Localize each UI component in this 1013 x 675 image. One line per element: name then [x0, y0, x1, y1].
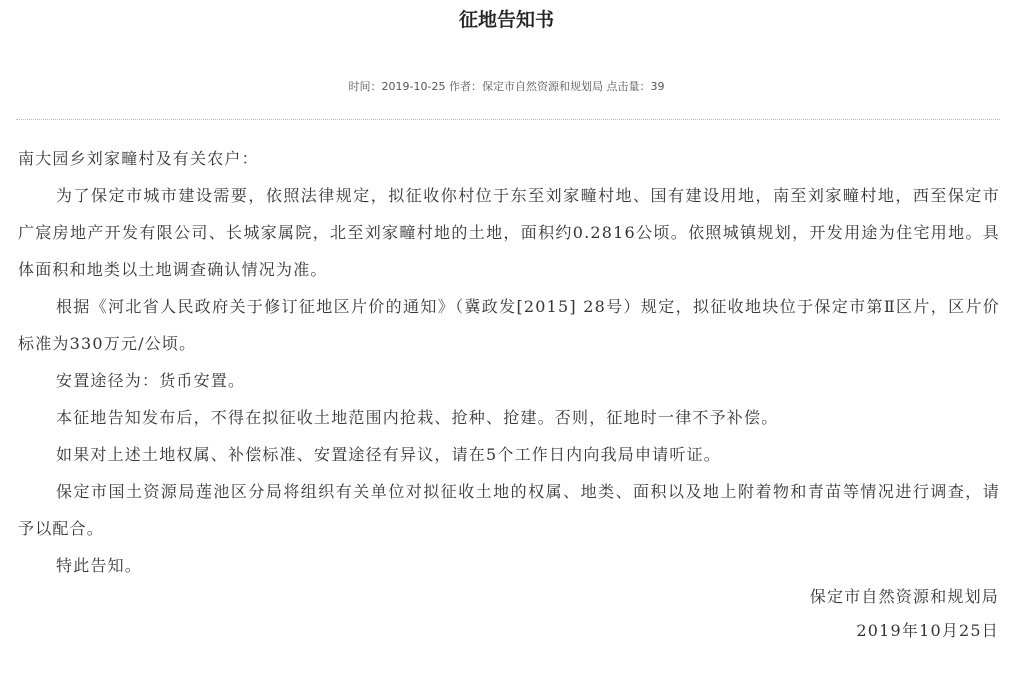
paragraph-land-scope: 为了保定市城市建设需要，依照法律规定，拟征收你村位于东至刘家疃村地、国有建设用地，南至刘家疃村地，西至保定市广宸房地产开发有限公司、长城家属院，北至刘家疃村地的土地，面积约0.2816公顷。依照城镇规划，开发用途为住宅用地。具体面积和地类以土地调查确认情况为准。 [18, 186, 1000, 279]
paragraph-hearing: 如果对上述土地权属、补偿标准、安置途径有异议，请在5个工作日内向我局申请听证。 [56, 445, 721, 464]
paragraph-prohibition: 本征地告知发布后，不得在拟征收土地范围内抢栽、抢种、抢建。否则，征地时一律不予补偿。 [56, 408, 779, 427]
signature-org: 保定市自然资源和规划局 [809, 587, 999, 606]
article-body [18, 140, 1000, 584]
article-title: 征地告知书 [458, 9, 554, 31]
salutation: 南大园乡刘家疃村及有关农户： [18, 149, 259, 168]
paragraph-price-standard: 根据《河北省人民政府关于修订征地区片价的通知》（冀政发[2015] 28号）规定，拟征收地块位于保定市第Ⅱ区片，区片价标准为330万元/公顷。 [18, 297, 1000, 353]
paragraph-closing: 特此告知。 [56, 556, 143, 575]
divider [16, 119, 1000, 120]
article-meta: 时间：2019-10-25 作者：保定市自然资源和规划局 点击量：39 [348, 80, 665, 93]
signature-date: 2019年10月25日 [856, 621, 999, 640]
paragraph-investigation: 保定市国土资源局莲池区分局将组织有关单位对拟征收土地的权属、地类、面积以及地上附着物和青苗等情况进行调查，请予以配合。 [18, 482, 1000, 538]
paragraph-resettlement: 安置途径为：货币安置。 [56, 371, 246, 390]
signature-block [810, 580, 999, 648]
